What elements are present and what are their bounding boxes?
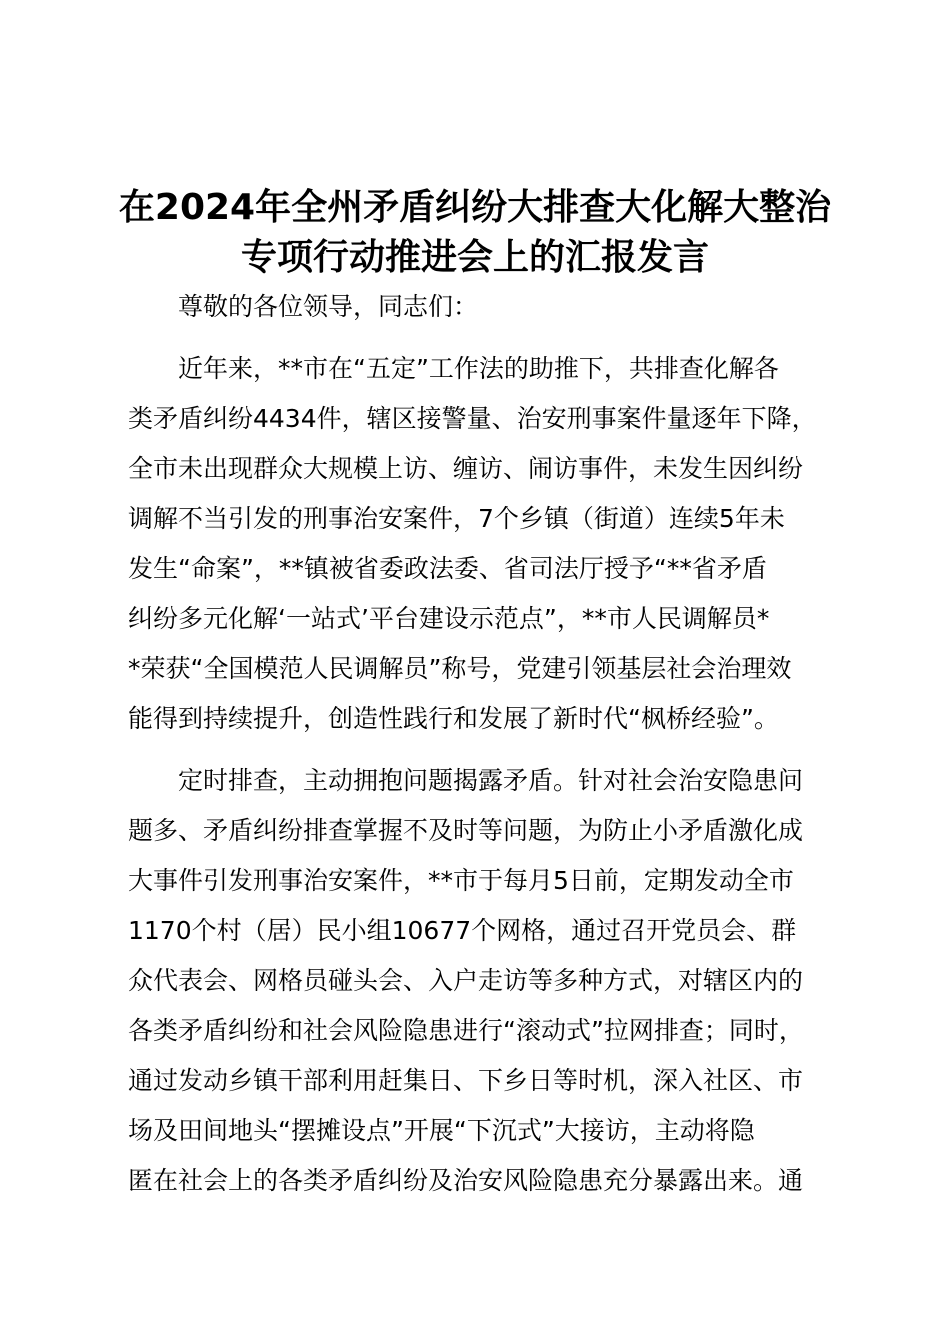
paragraph-1 [128,344,840,744]
document-title [100,183,850,283]
paragraph-line: 1170个村（居）民小组10677个网格，通过召开党员会、群 [128,916,797,945]
paragraph-line: 定时排查，主动拥抱问题揭露矛盾。针对社会治安隐患问 [178,766,804,795]
paragraph-line: 场及田间地头“摆摊设点”开展“下沉式”大接访，主动将隐 [128,1116,755,1145]
paragraph-line: 众代表会、网格员碰头会、入户走访等多种方式，对辖区内的 [128,966,804,995]
paragraph-line: 全市未出现群众大规模上访、缠访、闹访事件，未发生因纠纷 [128,454,804,483]
paragraph-line: 近年来，**市在“五定”工作法的助推下，共排查化解各 [178,354,779,383]
paragraph-line: 能得到持续提升，创造性践行和发展了新时代“枫桥经验”。 [128,704,779,733]
paragraph-line: 题多、矛盾纠纷排查掌握不及时等问题，为防止小矛盾激化成 [128,816,804,845]
paragraph-2 [128,756,840,1206]
title-line-2: 专项行动推进会上的汇报发言 [240,237,709,278]
title-line-1: 在2024年全州矛盾纠纷大排查大化解大整治 [118,187,832,228]
paragraph-line: 纠纷多元化解‘一站式’平台建设示范点”，**市人民调解员* [128,604,770,633]
paragraph-line: 各类矛盾纠纷和社会风险隐患进行“滚动式”拉网排查；同时， [128,1016,804,1045]
salutation: 尊敬的各位领导，同志们： [178,292,479,321]
paragraph-line: 调解不当引发的刑事治安案件，7个乡镇（街道）连续5年未 [128,504,785,533]
paragraph-line: *荣获“全国模范人民调解员”称号，党建引领基层社会治理效 [128,654,792,683]
paragraph-line: 类矛盾纠纷4434件，辖区接警量、治安刑事案件量逐年下降， [128,404,817,433]
paragraph-line: 发生“命案”，**镇被省委政法委、省司法厅授予“**省矛盾 [128,554,767,583]
paragraph-line: 大事件引发刑事治安案件，**市于每月5日前，定期发动全市 [128,866,794,895]
paragraph-line: 匿在社会上的各类矛盾纠纷及治安风险隐患充分暴露出来。通 [128,1166,804,1195]
document-body [128,282,840,1206]
paragraph-line: 通过发动乡镇干部利用赶集日、下乡日等时机，深入社区、市 [128,1066,804,1095]
